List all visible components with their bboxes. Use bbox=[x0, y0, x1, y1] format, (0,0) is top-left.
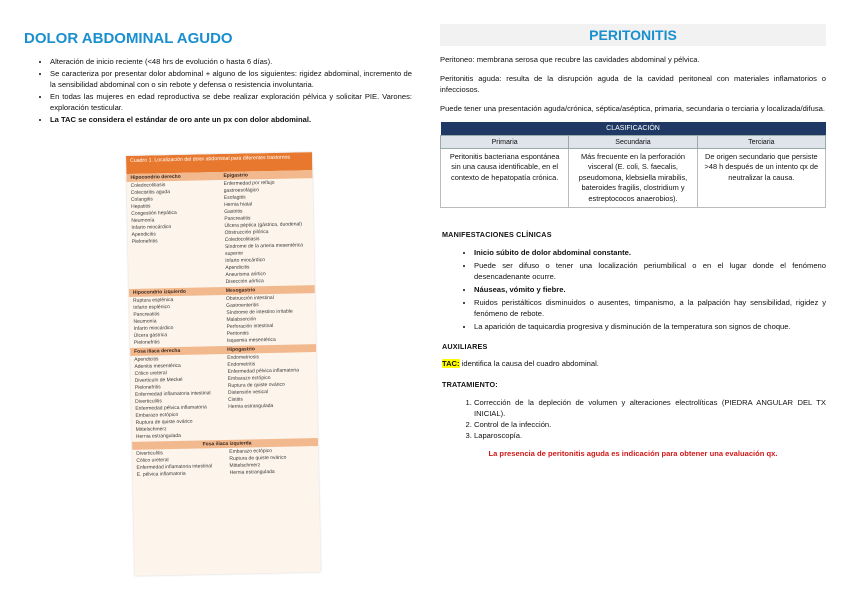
book-table-entry: Neumonía bbox=[131, 217, 155, 224]
book-table-entry: Peritonitis bbox=[226, 330, 249, 337]
table-row bbox=[441, 149, 826, 208]
book-table-entry: Mittelschmerz bbox=[229, 462, 261, 469]
book-table-entry: Ruptura de quiste ovárico bbox=[227, 381, 285, 389]
book-table-entry: Neumonía bbox=[133, 318, 157, 325]
book-section-body bbox=[132, 446, 319, 480]
book-table-entry: Síndrome de intestino irritable bbox=[226, 308, 293, 316]
book-table-entry: Gastroenteritis bbox=[226, 302, 259, 309]
book-table-entry: Obstrucción pilórica bbox=[224, 229, 269, 236]
book-table-entry: Esofagitis bbox=[223, 194, 246, 201]
definition-paragraph: Puede tener una presentación aguda/crónica, séptica/aséptica, primaria, secundaria o terciaria y localizada/difusa. bbox=[440, 104, 825, 113]
closing-note: La presencia de peritonitis aguda es indicación para obtener una evaluación qx. bbox=[488, 449, 778, 459]
auxiliary-line bbox=[442, 359, 826, 368]
list-item: 1. Corrección de la depleción de volumen y alteraciones electrolíticas (PIEDRA ANGULAR DEL TX INICIAL). bbox=[474, 397, 826, 419]
list-item: 2. Control de la infección. bbox=[474, 419, 826, 430]
book-col-right bbox=[223, 352, 318, 440]
book-table-entry: Enfermedad inflamatoria intestinal bbox=[134, 390, 211, 398]
definition-paragraph: Peritoneo: membrana serosa que recubre las cavidades abdominal y pélvica. bbox=[440, 55, 700, 64]
book-col-right bbox=[222, 293, 316, 346]
book-table-entry: Ruptura esplénica bbox=[132, 297, 174, 304]
clinical-list bbox=[440, 247, 826, 332]
book-table-entry: Colecistitis aguda bbox=[130, 189, 171, 196]
list-item: • La TAC se considera el estándar de oro ante un px con dolor abdominal. bbox=[50, 115, 412, 125]
list-item: • En todas las mujeres en edad reproductiva se debe realizar exploración pélvica y solicitar PIE. Varones: exploración testicular. bbox=[50, 92, 412, 113]
book-table-entry: Enfermedad por reflujo gastroesofágico bbox=[223, 179, 275, 194]
list-item: • Alteración de inicio reciente (<48 hrs de evolución o hasta 6 días). bbox=[50, 57, 412, 67]
column-header: Terciaria bbox=[697, 136, 825, 149]
auxiliary-text: identifica la causa del cuadro abdominal. bbox=[459, 359, 599, 369]
book-table-entry: Cólico ureteral bbox=[136, 457, 169, 464]
book-table-entry: Hepatitis bbox=[131, 203, 151, 210]
book-table-entry: Hernia estrangulada bbox=[228, 402, 274, 410]
book-table-entry: Pielonefritis bbox=[131, 238, 158, 245]
definition-paragraph: Peritonitis aguda: resulta de la disrupción aguda de la cavidad peritoneal con materiales inflamatorios o infecciosos. bbox=[440, 74, 826, 94]
abdominal-pain-location-table-image bbox=[126, 152, 321, 576]
left-title: DOLOR ABDOMINAL AGUDO bbox=[24, 30, 233, 47]
book-table-entry: Síndrome de la arteria mesentérica superior bbox=[224, 242, 304, 257]
book-table-entry: Diverticulitis bbox=[136, 450, 163, 457]
column-header: Secundaria bbox=[569, 136, 697, 149]
auxiliary-section-title: AUXILIARES bbox=[442, 342, 488, 352]
classification-header: CLASIFICACIÓN bbox=[441, 122, 826, 136]
book-table-entry: Coledocolitiasis bbox=[224, 236, 260, 243]
book-table-entry: Obstrucción intestinal bbox=[225, 294, 274, 302]
book-section-body bbox=[130, 352, 318, 442]
book-table-entry: Enfermedad inflamatoria intestinal bbox=[136, 463, 213, 471]
book-table-entry: Adenitis mesentérica bbox=[134, 362, 181, 370]
book-table-entry: Infarto miocárdico bbox=[131, 224, 172, 231]
left-column bbox=[22, 24, 412, 127]
book-table-entry: Pielonefritis bbox=[134, 384, 161, 391]
book-table-entry: Úlcera gástrica bbox=[133, 332, 168, 339]
book-table-entry: Pancreatitis bbox=[224, 215, 251, 222]
book-header-left: Hipocondrio derecho bbox=[130, 173, 181, 181]
book-table-entry: Pielonefritis bbox=[133, 339, 160, 346]
book-table-entry: Malabsorción bbox=[226, 316, 257, 323]
book-header-right: Hipogastrio bbox=[227, 346, 255, 353]
book-table-entry: Aneurisma aórtico bbox=[225, 271, 266, 278]
book-section-body bbox=[129, 293, 316, 348]
book-table-entry: Embarazo ectópico bbox=[227, 375, 271, 382]
book-col-right bbox=[225, 446, 319, 478]
book-table-entry: Coledocolitiasis bbox=[130, 182, 166, 189]
book-table-entry: Úlcera péptica (gástrica, duodenal) bbox=[224, 221, 303, 229]
book-table-entry: Apendicitis bbox=[131, 231, 156, 238]
book-table-entry: Ruptura de quiste ovárico bbox=[229, 454, 287, 462]
book-table-entry: Perforación intestinal bbox=[226, 322, 274, 330]
book-section-body bbox=[127, 178, 315, 289]
book-table-entry: Cólico ureteral bbox=[134, 370, 167, 377]
book-table-caption: Cuadro 1. Localización del dolor abdominal para diferentes trastornos bbox=[126, 152, 312, 174]
table-cell: Peritonitis bacteriana espontánea sin una causa identificable, en el contexto de hepatopatía crónica. bbox=[441, 149, 569, 208]
book-col-left bbox=[132, 448, 226, 480]
classification-table bbox=[440, 122, 826, 208]
book-header-left: Hipocondrio izquierdo bbox=[132, 288, 186, 296]
list-item: • Se caracteriza por presentar dolor abdominal + alguno de los siguientes: rigidez abdominal, incremento de la sensibilidad abdominal con o sin rebote y defensa o resistencia involuntaria. bbox=[50, 69, 412, 90]
list-item: • Ruidos peristálticos disminuidos o ausentes, timpanismo, a la palpación hay sensibilidad, rigidez y fenómeno de rebote. bbox=[474, 297, 826, 319]
list-item: • La aparición de taquicardia progresiva y disminución de la temperatura son signos de choque. bbox=[474, 321, 826, 332]
book-table-entry: Apendicitis bbox=[225, 264, 250, 271]
list-item: • Náuseas, vómito y fiebre. bbox=[474, 284, 826, 295]
book-table-entry: Hernia estrangulada bbox=[135, 432, 181, 440]
column-header: Primaria bbox=[441, 136, 569, 149]
book-table-entry: Diverticulitis bbox=[135, 398, 162, 405]
book-table-entry: Embarazo ectópico bbox=[229, 448, 273, 455]
book-table-entry: Congestión hepática bbox=[131, 209, 177, 217]
book-table-entry: Cistitis bbox=[228, 396, 243, 403]
tac-highlight: TAC: bbox=[442, 359, 460, 369]
book-header-left: Fosa ilíaca derecha bbox=[134, 347, 181, 355]
list-item: • Puede ser difuso o tener una localización periumbilical o en el lugar donde el fenómeno desencadenante ocurre. bbox=[474, 260, 826, 282]
book-table-entry: Colangitis bbox=[130, 196, 153, 203]
book-table-entry: Hernia estrangulada bbox=[229, 468, 275, 476]
book-col-right bbox=[220, 178, 315, 287]
clinical-section-title: MANIFESTACIONES CLÍNICAS bbox=[442, 230, 552, 240]
list-item: 3. Laparoscopía. bbox=[474, 430, 826, 441]
book-table-entry: Disección aórtica bbox=[225, 278, 264, 285]
book-table-entry: Distensión vesical bbox=[227, 389, 269, 396]
book-table-entry: Enfermedad pélvica inflamatoria bbox=[135, 404, 207, 412]
book-col-left bbox=[130, 354, 225, 442]
treatment-list bbox=[440, 397, 826, 441]
book-table-entry: Pancreatitis bbox=[133, 311, 160, 318]
left-bullet-list bbox=[22, 57, 412, 125]
table-cell: De origen secundario que persiste >48 h después de un intento qx de neutralizar la causa. bbox=[697, 149, 825, 208]
right-column bbox=[440, 24, 826, 458]
book-table-entry: Gastritis bbox=[224, 208, 243, 215]
book-col-left bbox=[127, 180, 222, 289]
book-header-single: Fosa ilíaca izquierda bbox=[202, 440, 252, 448]
book-table-entry: Apendicitis bbox=[134, 356, 159, 363]
book-table-entry: Embarazo ectópico bbox=[135, 411, 179, 419]
book-table-entry: Isquemia mesentérica bbox=[226, 336, 276, 344]
book-table-entry: Infarto esplénico bbox=[133, 304, 170, 311]
treatment-section-title: TRATAMIENTO: bbox=[442, 380, 498, 390]
book-col-left bbox=[129, 295, 223, 348]
book-table-entry: Mittelschmerz bbox=[135, 426, 167, 433]
book-table-entry: E. pélvica inflamatoria bbox=[136, 470, 186, 478]
book-table-entry: Infarto miocárdico bbox=[133, 325, 174, 332]
book-table-entry: Hernia hiatal bbox=[223, 201, 253, 208]
book-header-right: Mesogastrio bbox=[225, 287, 256, 294]
book-table-entry: Divertículo de Meckel bbox=[134, 376, 183, 384]
book-table-entry: Ruptura de quiste ovárico bbox=[135, 418, 193, 426]
right-title: PERITONITIS bbox=[440, 24, 826, 46]
book-table-entry: Enfermedad pélvica inflamatoria bbox=[227, 367, 300, 375]
book-table-entry: Endometritis bbox=[227, 361, 256, 368]
book-table-entry: Endometriosis bbox=[227, 354, 259, 361]
book-table-entry: Infarto miocárdico bbox=[225, 257, 266, 264]
book-header-right: Epigastrio bbox=[223, 172, 248, 179]
list-item: • Inicio súbito de dolor abdominal constante. bbox=[474, 247, 826, 258]
table-cell: Más frecuente en la perforación visceral (E. coli, S. faecalis, pseudomona, klebsiella mirabilis, bateroides fragilis, clostridium y estreptococos anaerobios). bbox=[569, 149, 697, 208]
